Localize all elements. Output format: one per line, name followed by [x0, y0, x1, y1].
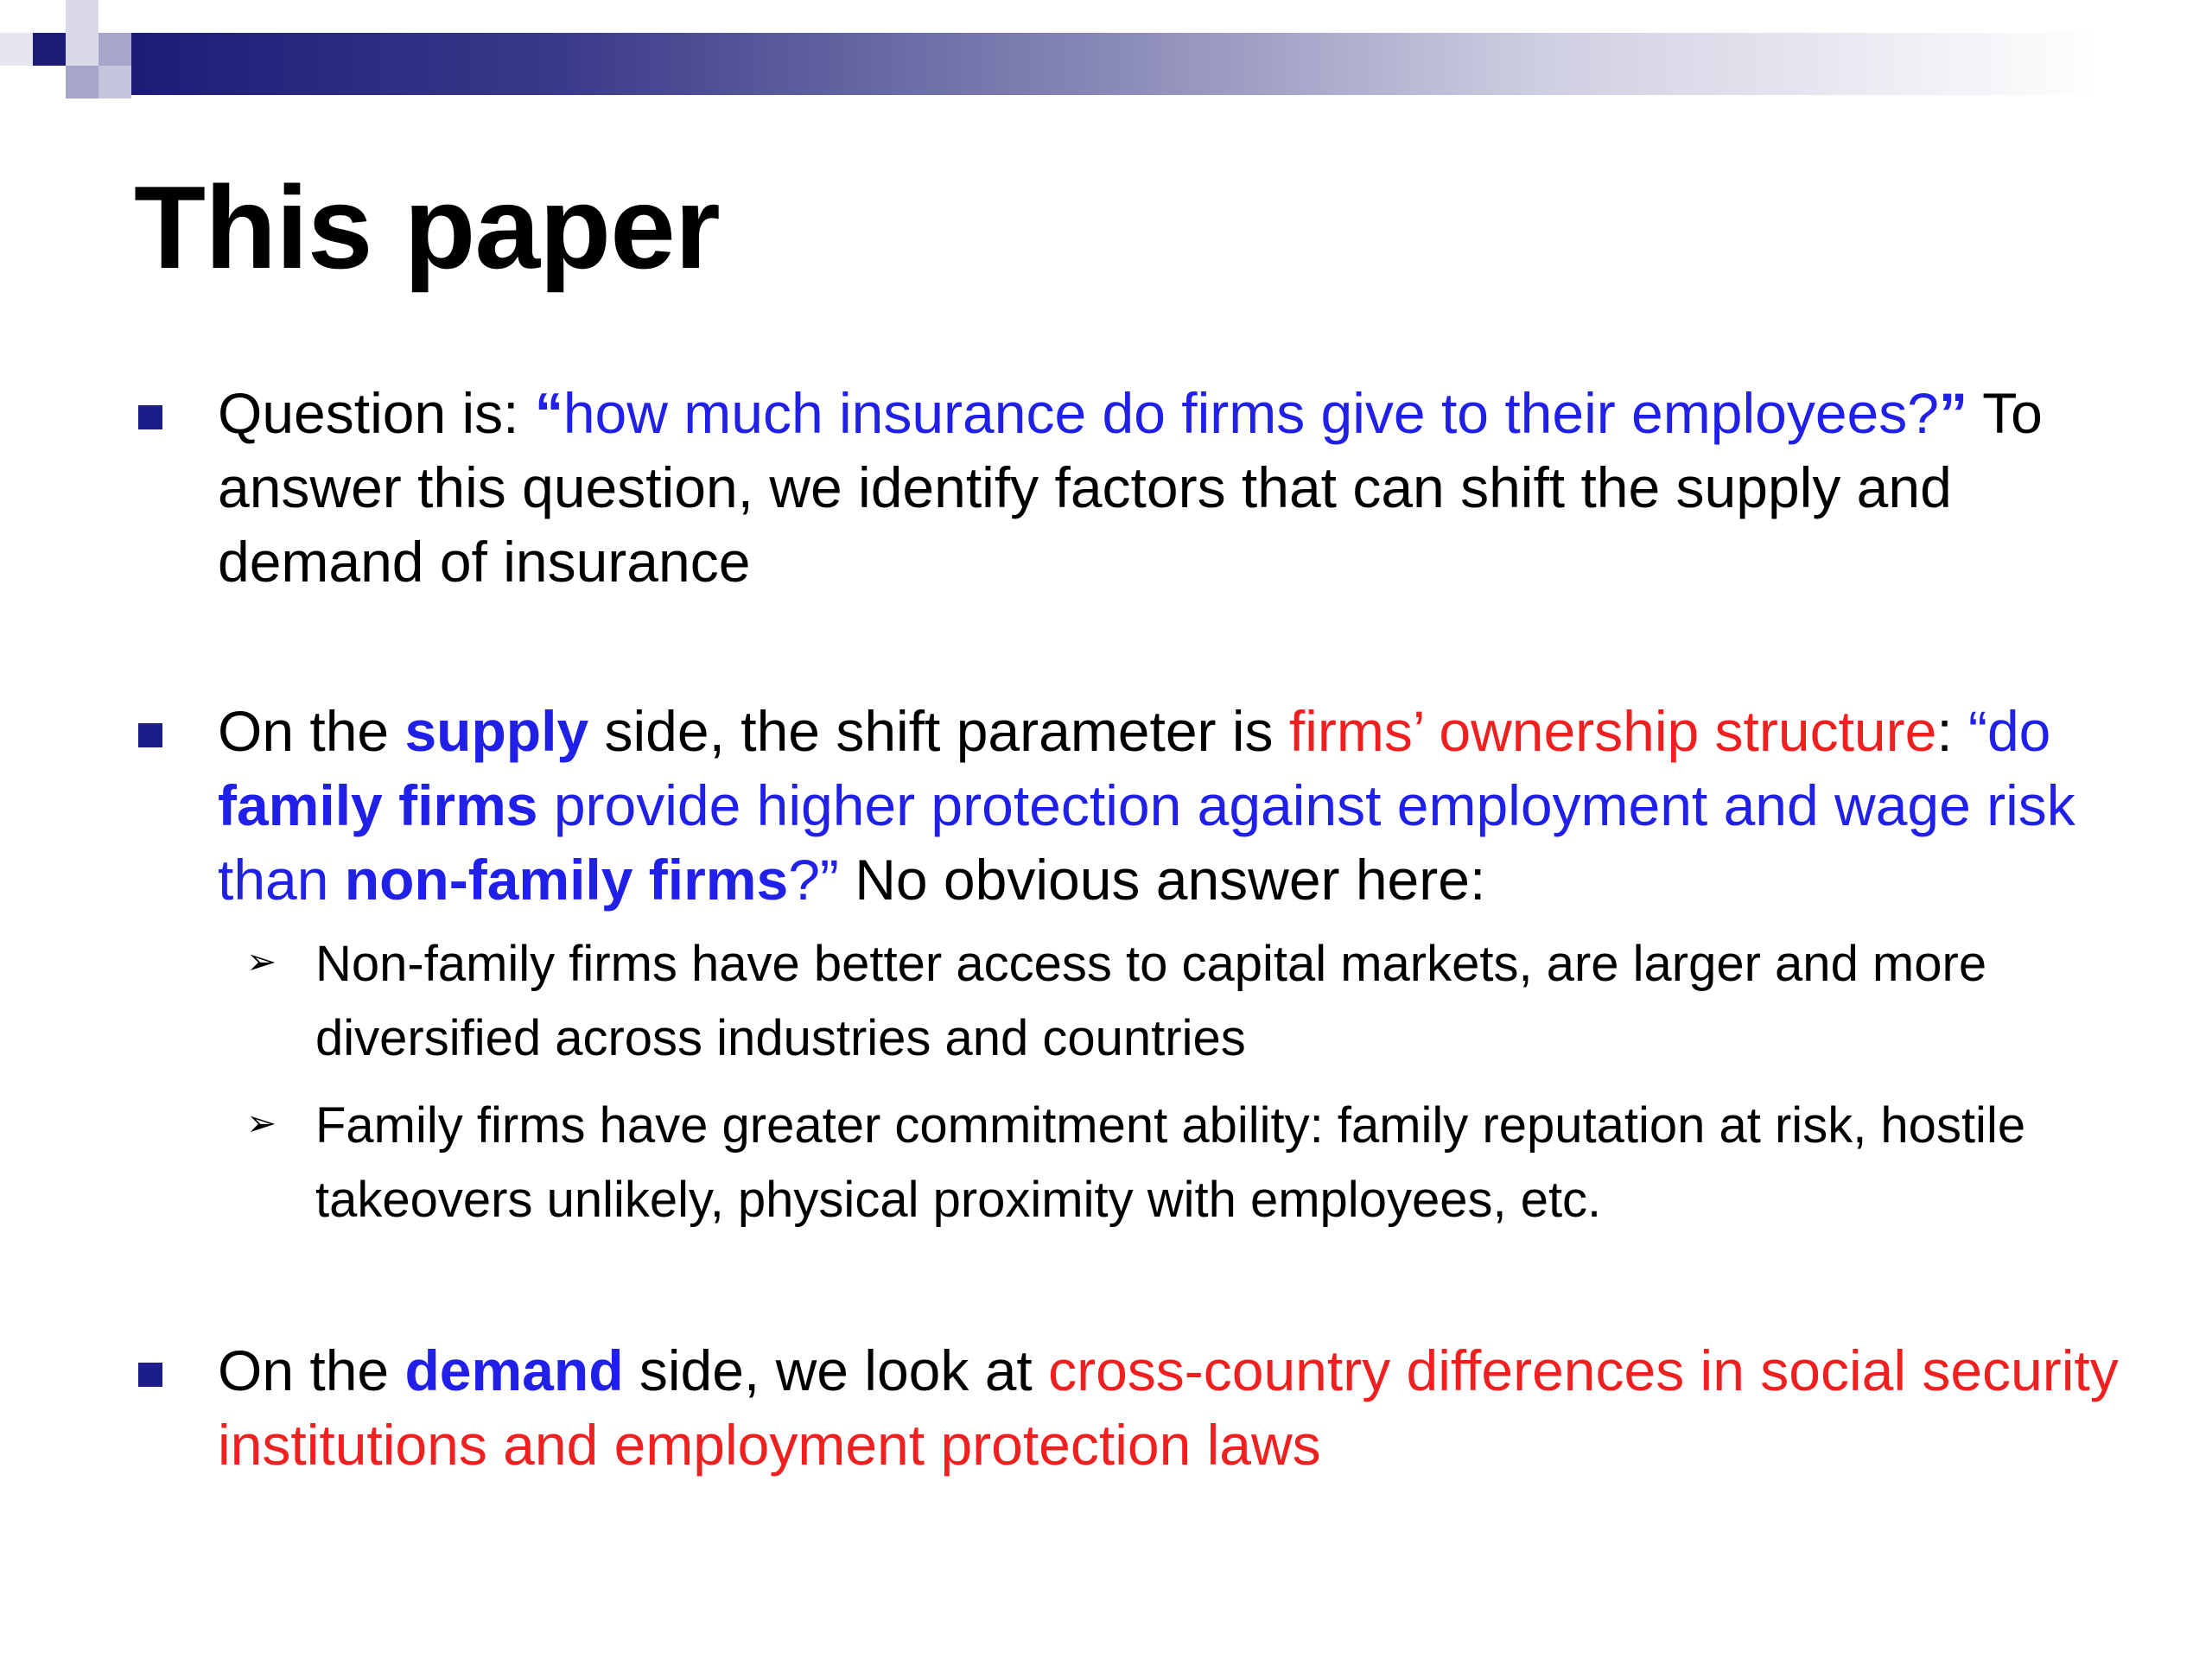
square-bullet-icon: [138, 1363, 162, 1387]
header-decor-square: [0, 33, 33, 66]
header-decor-square: [66, 0, 99, 33]
arrowhead-bullet-icon: ➢: [246, 941, 277, 982]
square-bullet-icon: [138, 405, 162, 429]
quote-mark: “: [534, 381, 563, 445]
bullet-demand-side: [138, 1333, 2126, 1482]
header-decor-square: [66, 66, 99, 99]
sub-bullet-family: [246, 1089, 2147, 1237]
bullet-text: [218, 1333, 2126, 1482]
sub-bullet-non-family: [246, 927, 2147, 1076]
header-decor-square: [33, 33, 66, 66]
text-segment: No obvious answer here:: [838, 848, 1486, 912]
text-segment: On the: [218, 1338, 405, 1402]
header-decor-square: [99, 33, 131, 66]
highlight-ownership-structure: firms’ ownership structure: [1288, 699, 1937, 763]
text-segment: “do: [1968, 699, 2051, 763]
text-segment: side, the shift parameter is: [588, 699, 1289, 763]
highlight-cross-country: cross-country differences in social security institutions and employment protection laws: [218, 1338, 2119, 1477]
header-decor-square: [66, 33, 99, 66]
sub-bullet-text: Family firms have greater commitment ability: family reputation at risk, hostile takeovers unlikely, physical proximity with employees, etc.: [315, 1097, 2026, 1228]
header-decor-square: [99, 66, 131, 99]
bullet-text: [218, 694, 2126, 917]
text-segment: On the: [218, 699, 405, 763]
research-question: how much insurance do firms give to their employees?: [563, 381, 1939, 445]
bullet-supply-side: [138, 694, 2126, 917]
text-segment: provide higher protection against employment and wage risk than: [218, 773, 2075, 912]
arrowhead-bullet-icon: ➢: [246, 1103, 277, 1143]
bullet-question: [138, 376, 2126, 599]
bullet-text: [218, 376, 2126, 599]
text-segment: Question is:: [218, 381, 535, 445]
text-segment: side, we look at: [623, 1338, 1049, 1402]
keyword-non-family-firms: non-family firms: [344, 848, 789, 912]
text-segment: ?”: [788, 848, 839, 912]
text-segment: To answer this question, we identify factors that can shift the supply and demand of insurance: [218, 381, 2043, 594]
keyword-supply: supply: [404, 699, 589, 763]
quote-mark: ”: [1938, 381, 1967, 445]
text-segment: :: [1936, 699, 1968, 763]
sub-bullet-text: Non-family firms have better access to capital markets, are larger and more diversified across industries and countries: [315, 936, 1987, 1066]
keyword-demand: demand: [404, 1338, 624, 1402]
square-bullet-icon: [138, 723, 162, 747]
slide-title: This paper: [134, 162, 720, 293]
header-gradient-bar: [130, 33, 2100, 95]
keyword-family-firms: family firms: [218, 773, 538, 837]
